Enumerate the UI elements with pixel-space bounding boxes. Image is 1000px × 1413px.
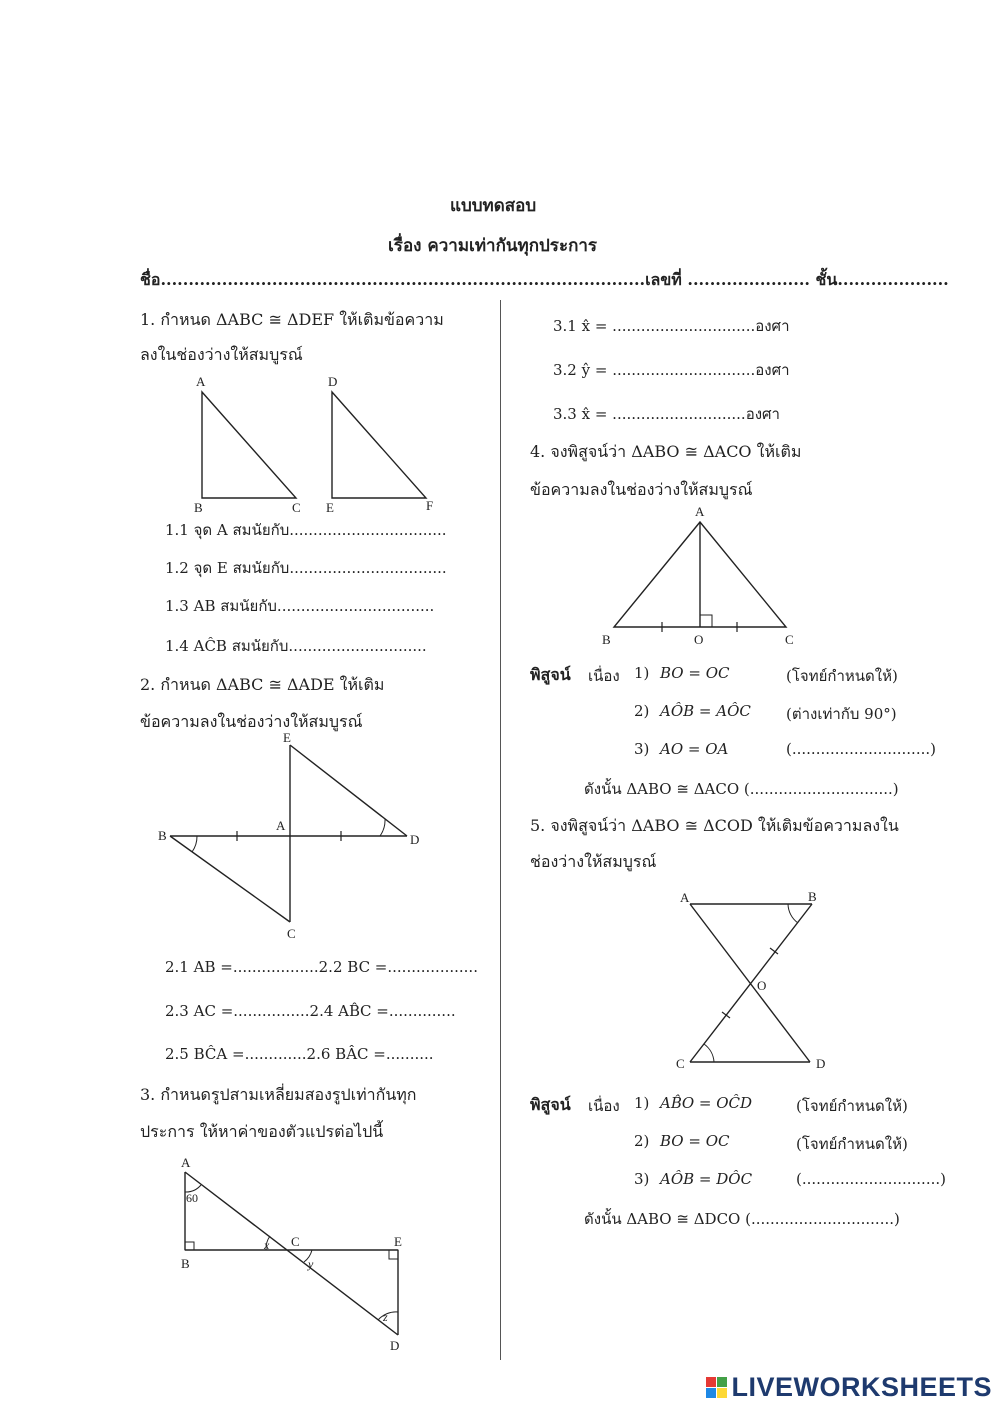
liveworksheets-logo[interactable] xyxy=(706,1372,992,1403)
triangle-abc xyxy=(202,392,296,498)
label-a: A xyxy=(695,504,705,519)
label-a: A xyxy=(196,374,206,389)
q4-figure xyxy=(600,502,810,650)
q5-step-1-num: 1) xyxy=(634,1094,650,1112)
angle-mark-z xyxy=(378,1312,398,1320)
label-b: B xyxy=(602,632,611,647)
q5-prompt-line1: 5. จงพิสูจน์ว่า ΔABO ≅ ΔCOD ให้เติมข้อความลงใน xyxy=(530,816,899,835)
q1-figure xyxy=(190,370,450,515)
q5-proof-label: พิสูจน์ xyxy=(530,1095,571,1114)
q4-because: เนื่อง xyxy=(588,667,620,685)
badge-square-3 xyxy=(706,1388,716,1398)
label-c: C xyxy=(287,926,296,941)
label-x: x xyxy=(264,1238,270,1252)
q2-items-row-3[interactable]: 2.5 BĈA =.............2.6 BÂC =.......... xyxy=(165,1045,434,1063)
q4-step-3-num: 3) xyxy=(634,740,650,758)
q4-step-2-stmt: AÔB = AÔC xyxy=(660,702,751,720)
q5-step-3-num: 3) xyxy=(634,1170,650,1188)
q2-items-row-1[interactable]: 2.1 AB =..................2.2 BC =................... xyxy=(165,958,478,976)
label-a: A xyxy=(680,890,690,905)
angle-mark-c xyxy=(704,1044,714,1062)
q1-prompt-line1: 1. กำหนด ΔABC ≅ ΔDEF ให้เติมข้อความ xyxy=(140,310,444,329)
student-info-line[interactable]: ชื่อ.......................................................................................เลขที่ ...................... ชั้น.................... xyxy=(140,270,949,289)
q1-item-2[interactable]: 1.2 จุด E สมนัยกับ................................. xyxy=(165,559,447,577)
q5-because: เนื่อง xyxy=(588,1097,620,1115)
q4-step-2-reason: (ต่างเท่ากับ 90°) xyxy=(786,705,897,723)
q1-prompt-line2: ลงในช่องว่างให้สมบูรณ์ xyxy=(140,345,303,364)
label-d: D xyxy=(390,1338,400,1353)
q5-step-2-num: 2) xyxy=(634,1132,650,1150)
worksheet-title: แบบทดสอบ xyxy=(450,196,537,216)
column-divider xyxy=(500,300,501,1360)
q4-proof-label: พิสูจน์ xyxy=(530,665,571,684)
q2-items-row-2[interactable]: 2.3 AC =................2.4 AB̂C =.............. xyxy=(165,1002,456,1020)
triangle-def xyxy=(332,392,426,498)
q2-prompt-line2: ข้อความลงในช่องว่างให้สมบูรณ์ xyxy=(140,712,363,731)
q3-item-1[interactable]: 3.1 x̂ = ..............................องศา xyxy=(553,317,790,335)
label-o: O xyxy=(694,632,704,647)
label-b: B xyxy=(808,889,817,904)
q3-prompt-line2: ประการ ให้หาค่าของตัวแปรต่อไปนี้ xyxy=(140,1122,384,1141)
label-a: A xyxy=(181,1155,191,1170)
label-f: F xyxy=(426,498,434,513)
q5-prompt-line2: ช่องว่างให้สมบูรณ์ xyxy=(530,852,657,871)
q3-figure xyxy=(172,1150,432,1360)
q5-step-1-stmt: AB̂O = OĈD xyxy=(660,1094,753,1112)
label-z: z xyxy=(383,1310,388,1324)
q2-figure xyxy=(155,730,435,945)
q5-figure xyxy=(670,880,840,1080)
q4-step-3-reason[interactable]: (.............................) xyxy=(786,740,936,758)
q3-prompt-line1: 3. กำหนดรูปสามเหลี่ยมสองรูปเท่ากันทุก xyxy=(140,1085,417,1104)
badge-square-4 xyxy=(717,1388,727,1398)
label-c: C xyxy=(291,1234,300,1249)
label-o: O xyxy=(757,978,767,993)
label-e: E xyxy=(326,500,334,515)
q1-item-1[interactable]: 1.1 จุด A สมนัยกับ................................. xyxy=(165,521,447,539)
label-c: C xyxy=(676,1056,685,1071)
badge-square-1 xyxy=(706,1377,716,1387)
right-angle-b xyxy=(185,1242,194,1250)
label-d: D xyxy=(328,374,338,389)
label-b: B xyxy=(181,1256,190,1271)
label-a: A xyxy=(276,818,286,833)
worksheet-subtitle: เรื่อง ความเท่ากันทุกประการ xyxy=(388,236,598,256)
q4-step-1-stmt: BO = OC xyxy=(660,664,730,682)
q5-conclusion[interactable]: ดังนั้น ΔABO ≅ ΔDCO (..............................) xyxy=(584,1210,900,1228)
q1-item-3[interactable]: 1.3 AB สมนัยกับ................................. xyxy=(165,597,435,615)
angle-mark-d xyxy=(380,819,385,836)
q4-conclusion[interactable]: ดังนั้น ΔABO ≅ ΔACO (..............................) xyxy=(584,780,899,798)
angle-mark-b xyxy=(192,836,197,852)
q1-item-4[interactable]: 1.4 AĈB สมนัยกับ............................. xyxy=(165,637,427,655)
angle-mark-b xyxy=(788,904,798,923)
label-b: B xyxy=(158,828,167,843)
label-e: E xyxy=(394,1234,402,1249)
segment-bc xyxy=(170,836,290,922)
q3-item-3[interactable]: 3.3 x̂ = ............................องศา xyxy=(553,405,780,423)
label-e: E xyxy=(283,730,291,745)
q4-prompt-line1: 4. จงพิสูจน์ว่า ΔABO ≅ ΔACO ให้เติม xyxy=(530,442,802,461)
q5-step-2-stmt: BO = OC xyxy=(660,1132,730,1150)
q4-prompt-line2: ข้อความลงในช่องว่างให้สมบูรณ์ xyxy=(530,480,753,499)
segment-ad xyxy=(185,1172,398,1335)
label-y: y xyxy=(308,1257,314,1271)
label-d: D xyxy=(816,1056,826,1071)
right-angle-e xyxy=(389,1250,398,1259)
logo-text: LIVEWORKSHEETS xyxy=(731,1372,992,1402)
q5-step-1-reason: (โจทย์กำหนดให้) xyxy=(796,1097,908,1115)
label-b: B xyxy=(194,500,203,515)
label-c: C xyxy=(785,632,794,647)
q3-item-2[interactable]: 3.2 ŷ = ..............................องศา xyxy=(553,361,790,379)
q5-step-2-reason: (โจทย์กำหนดให้) xyxy=(796,1135,908,1153)
q5-step-3-stmt: AÔB = DÔC xyxy=(660,1170,753,1188)
q4-step-1-reason: (โจทย์กำหนดให้) xyxy=(786,667,898,685)
q4-step-3-stmt: AO = OA xyxy=(660,740,729,758)
label-c: C xyxy=(292,500,301,515)
right-angle-o xyxy=(700,615,712,627)
badge-square-2 xyxy=(717,1377,727,1387)
q2-prompt-line1: 2. กำหนด ΔABC ≅ ΔADE ให้เติม xyxy=(140,675,385,694)
angle-value-60: 60 xyxy=(186,1191,198,1205)
tick-oc xyxy=(722,1012,730,1018)
label-d: D xyxy=(410,832,420,847)
q5-step-3-reason[interactable]: (.............................) xyxy=(796,1170,946,1188)
q4-step-2-num: 2) xyxy=(634,702,650,720)
q4-step-1-num: 1) xyxy=(634,664,650,682)
segment-ed xyxy=(290,745,407,836)
logo-badge-icon xyxy=(706,1377,727,1398)
